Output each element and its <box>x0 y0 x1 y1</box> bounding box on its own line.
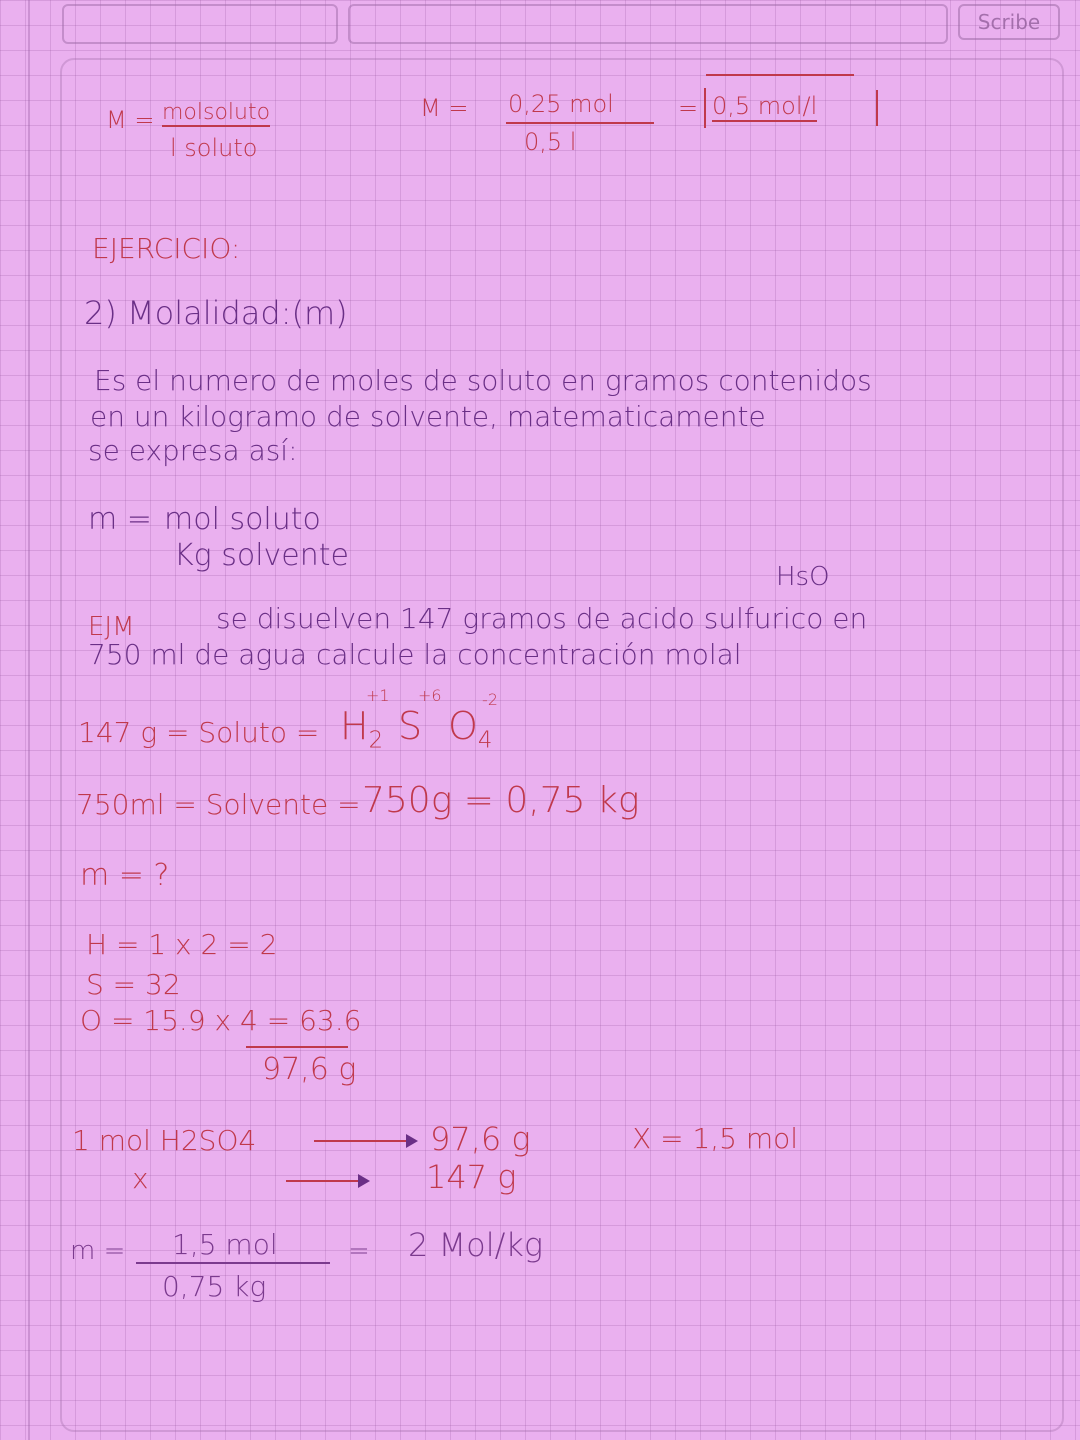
definition-line-3: se expresa así: <box>88 434 298 467</box>
header-title-box <box>348 4 948 44</box>
example-label: EJM <box>88 612 135 642</box>
molar-mass-hydrogen: H = 1 x 2 = 2 <box>86 928 278 961</box>
formula-oxygen: $O_4$ <box>448 704 493 754</box>
solvent-line-a: 750ml = Solvente = <box>76 788 361 821</box>
final-denominator: 0,75 kg <box>162 1270 267 1303</box>
unknown-molality: m = ? <box>80 858 170 893</box>
topic-heading: 2) Molalidad:(m) <box>84 294 348 332</box>
definition-line-1: Es el numero de moles de soluto en gramos contenidos <box>94 364 872 397</box>
definition-line-2: en un kilogramo de solvente, matematicamente <box>90 400 766 433</box>
result-box-top <box>706 74 854 76</box>
final-lhs: m = <box>70 1236 126 1266</box>
molarity-numerator: molsoluto <box>162 100 271 125</box>
molarity-example-result: 0,5 mol/l <box>712 92 818 120</box>
molarity-lhs: M = <box>106 106 155 134</box>
molality-formula-denominator: Kg solvente <box>174 538 349 573</box>
charge-hydrogen: +1 <box>366 686 390 705</box>
final-result: 2 Mol/kg <box>408 1226 544 1264</box>
molar-mass-oxygen: O = 15.9 x 4 = 63.6 <box>80 1004 362 1037</box>
header-date-box <box>62 4 338 44</box>
example-statement-line-2: 750 ml de agua calcule la concentración molal <box>88 638 742 671</box>
page-margin-line <box>28 0 30 1440</box>
proportion-arrow-1 <box>314 1140 416 1142</box>
molarity-example-denominator: 0,5 l <box>524 128 577 156</box>
formula-sulfur: S <box>398 704 423 748</box>
example-statement-line-1: se disuelven 147 gramos de acido sulfurico en <box>216 602 868 635</box>
final-numerator: 1,5 mol <box>172 1228 278 1261</box>
solvent-line-b: 750g = 0,75 kg <box>362 780 640 821</box>
proportion-row1-left: 1 mol H2SO4 <box>72 1124 257 1157</box>
molarity-example-equals: = <box>678 94 699 122</box>
result-box-left <box>704 88 706 128</box>
molality-formula-numerator: mol soluto <box>164 502 321 537</box>
charge-oxygen: -2 <box>482 690 498 709</box>
molar-mass-total: 97,6 g <box>262 1052 357 1087</box>
molarity-denominator: l soluto <box>170 134 258 162</box>
proportion-arrow-2 <box>286 1180 368 1182</box>
molarity-fraction-bar <box>506 122 654 124</box>
molality-formula-lhs: m = <box>88 502 152 537</box>
molarity-example-lhs: M = <box>420 94 469 122</box>
final-equals: = <box>348 1236 370 1266</box>
result-box-right <box>876 90 878 126</box>
formula-hydrogen: $H_2$ <box>340 704 384 754</box>
brand-logo: Scribe <box>958 4 1060 40</box>
proportion-row2-left: x <box>132 1162 149 1195</box>
example-note-above: HsO <box>776 562 830 592</box>
proportion-row2-right: 147 g <box>426 1158 517 1196</box>
solute-line: 147 g = Soluto = <box>78 716 320 749</box>
molar-mass-sulfur: S = 32 <box>86 968 181 1001</box>
exercise-heading: EJERCICIO: <box>92 232 241 265</box>
proportion-row1-right: 97,6 g <box>430 1120 531 1158</box>
molar-mass-sum-line <box>246 1046 348 1048</box>
proportion-result: X = 1,5 mol <box>632 1122 799 1155</box>
final-fraction-bar <box>136 1262 330 1264</box>
charge-sulfur: +6 <box>418 686 442 705</box>
molarity-example-numerator: 0,25 mol <box>508 90 614 118</box>
